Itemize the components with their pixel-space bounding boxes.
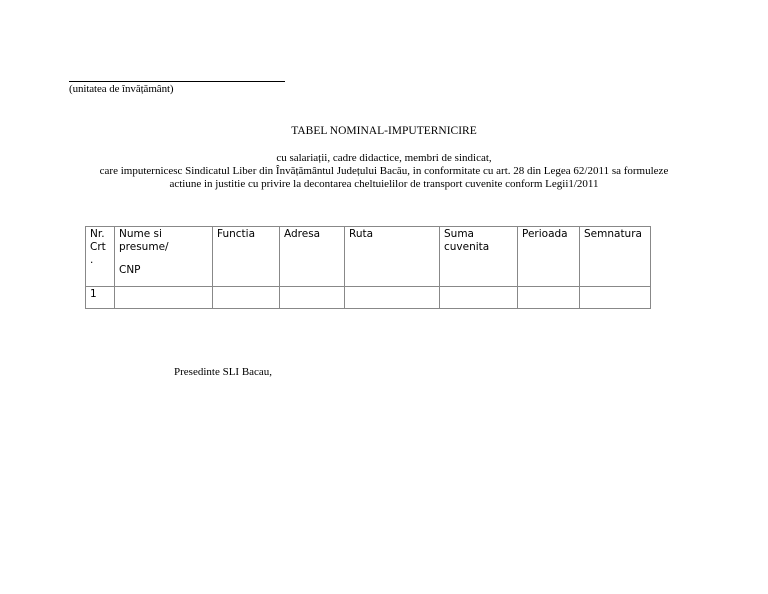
- header-suma: Suma cuvenita: [440, 227, 518, 287]
- header-adresa: Adresa: [280, 227, 345, 287]
- header-functia: Functia: [213, 227, 280, 287]
- cell-nr: 1: [86, 287, 115, 309]
- cell-nume: [115, 287, 213, 309]
- header-semnatura: Semnatura: [580, 227, 651, 287]
- nominal-table: [85, 226, 651, 309]
- cell-semnatura: [580, 287, 651, 309]
- header-ruta: Ruta: [345, 227, 440, 287]
- cell-perioada: [518, 287, 580, 309]
- document-title: TABEL NOMINAL-IMPUTERNICIRE: [291, 125, 477, 137]
- header-nr-crt: Nr. Crt .: [86, 227, 115, 287]
- table-row: [86, 287, 651, 309]
- cell-suma: [440, 287, 518, 309]
- unit-name-line: [69, 81, 285, 82]
- cell-ruta: [345, 287, 440, 309]
- header-nume: Nume si presume/ CNP: [115, 227, 213, 287]
- signature-label: Presedinte SLI Bacau,: [174, 366, 273, 378]
- intro-line-3: actiune in justitie cu privire la decontarea cheltuielilor de transport cuvenite conform Legii1/2011: [169, 178, 599, 190]
- table-header-row: [86, 227, 651, 287]
- header-perioada: Perioada: [518, 227, 580, 287]
- cell-functia: [213, 287, 280, 309]
- intro-line-1: cu salariații, cadre didactice, membri de sindicat,: [276, 152, 492, 164]
- cell-adresa: [280, 287, 345, 309]
- intro-line-2: care imputernicesc Sindicatul Liber din Învățământul Județului Bacău, in conformitate cu art. 28 din Legea 62/2011 sa formuleze: [99, 165, 669, 177]
- intro-paragraph: [40, 152, 728, 191]
- unit-label: (unitatea de învățământ): [69, 83, 174, 95]
